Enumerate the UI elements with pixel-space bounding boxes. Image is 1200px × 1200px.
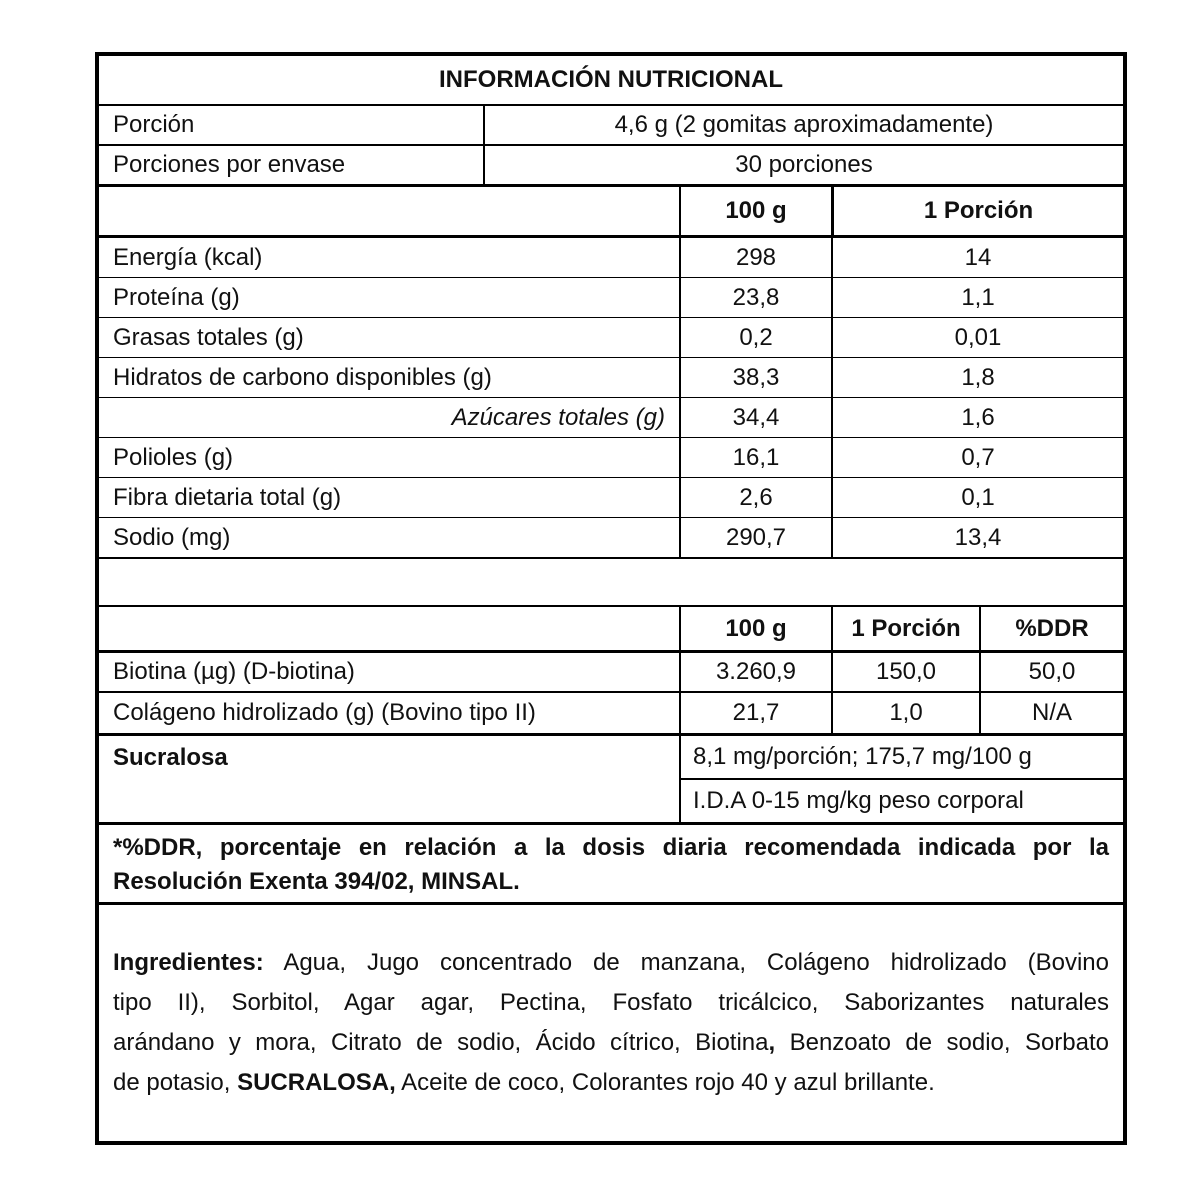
header-1-portion: 1 Porción [831, 607, 979, 650]
table-row [99, 238, 1123, 278]
nutrient-per-portion: 0,7 [831, 438, 1123, 477]
header-100g: 100 g [679, 187, 831, 235]
ingredients-label: Ingredientes: [113, 949, 264, 976]
ingredients-line-3 [113, 1023, 1109, 1063]
nutrient-per-100g: 23,8 [679, 278, 831, 317]
ingredients-block [99, 905, 1123, 1141]
ingredients-line-4a: de potasio, [113, 1069, 238, 1096]
nutrient-name: Grasas totales (g) [113, 323, 304, 351]
spacer-row [99, 559, 1123, 607]
table-title-row [99, 56, 1123, 106]
portions-per-pack-label: Porciones por envase [113, 151, 346, 178]
footnote-line-1: *%DDR, porcentaje en relación a la dosis diaria recomendada indicada por la [113, 834, 1109, 861]
ingredients-line-4c: Aceite de coco, Colorantes rojo 40 y azul brillante. [395, 1069, 935, 1096]
nutrition-facts-table [95, 52, 1127, 1145]
table-row [99, 653, 1123, 693]
sucralose-label: Sucralosa [113, 744, 228, 771]
ingredients-line-3b: , [768, 1029, 776, 1056]
sucralose-values [679, 736, 1123, 822]
supplement-per-100g: 21,7 [679, 693, 831, 733]
portion-label: Porción [113, 111, 195, 138]
sucralose-amount: 8,1 mg/porción; 175,7 mg/100 g [681, 736, 1123, 780]
nutrient-per-100g: 38,3 [679, 358, 831, 397]
nutrient-per-portion: 1,1 [831, 278, 1123, 317]
supplement-per-portion: 1,0 [831, 693, 979, 733]
nutrient-per-100g: 290,7 [679, 518, 831, 557]
supplements-header-row [99, 607, 1123, 653]
nutrient-name: Polioles (g) [113, 443, 234, 471]
header-ddr: %DDR [979, 607, 1123, 650]
nutrient-name: Sodio (mg) [113, 523, 231, 551]
header-100g: 100 g [679, 607, 831, 650]
supplement-name: Colágeno hidrolizado (g) (Bovino tipo II) [113, 699, 536, 726]
table-title: INFORMACIÓN NUTRICIONAL [439, 66, 783, 93]
ingredients-line-4 [113, 1063, 1109, 1103]
portions-per-pack-row [99, 146, 1123, 187]
table-row [99, 438, 1123, 478]
sucralose-block [99, 736, 1123, 825]
supplement-per-100g: 3.260,9 [679, 653, 831, 691]
nutrient-per-100g: 298 [679, 238, 831, 277]
sucralose-ida: I.D.A 0-15 mg/kg peso corporal [693, 787, 1024, 814]
table-row [99, 278, 1123, 318]
nutrient-name-sub: Azúcares totales (g) [451, 403, 665, 431]
supplement-name: Biotina (µg) (D-biotina) [113, 658, 355, 685]
nutrients-header-row [99, 187, 1123, 238]
footnote-block [99, 825, 1123, 905]
footnote-text [113, 831, 1109, 899]
nutrient-name: Hidratos de carbono disponibles (g) [113, 363, 492, 391]
table-row [99, 398, 1123, 438]
ingredients-sucralosa-bold: SUCRALOSA, [237, 1069, 396, 1096]
portion-row [99, 106, 1123, 146]
table-row [99, 693, 1123, 736]
nutrient-per-portion: 0,01 [831, 318, 1123, 357]
nutrient-name: Energía (kcal) [113, 243, 263, 271]
supplement-ddr: N/A [979, 693, 1123, 733]
supplement-per-portion: 150,0 [831, 653, 979, 691]
nutrient-per-100g: 0,2 [679, 318, 831, 357]
ingredients-line-1 [113, 943, 1109, 983]
ingredients-line-2: tipo II), Sorbitol, Agar agar, Pectina, Fosfato tricálcico, Saborizantes naturales [113, 989, 1109, 1016]
nutrient-name: Fibra dietaria total (g) [113, 483, 342, 511]
footnote-line-2: Resolución Exenta 394/02, MINSAL. [113, 868, 520, 895]
nutrient-per-portion: 1,6 [831, 398, 1123, 437]
supplements-header-blank [99, 607, 679, 650]
portion-value: 4,6 g (2 gomitas aproximadamente) [483, 106, 1123, 144]
nutrients-header-blank [99, 187, 679, 235]
table-row [99, 478, 1123, 518]
ingredients-line-1-text: Agua, Jugo concentrado de manzana, Colágeno hidrolizado (Bovino [283, 949, 1109, 976]
ingredients-text [113, 943, 1109, 1103]
nutrient-per-portion: 14 [831, 238, 1123, 277]
nutrient-per-portion: 1,8 [831, 358, 1123, 397]
table-row [99, 318, 1123, 358]
nutrient-per-100g: 34,4 [679, 398, 831, 437]
supplement-ddr: 50,0 [979, 653, 1123, 691]
ingredients-line-3c: Benzoato de sodio, Sorbato [775, 1029, 1110, 1056]
nutrient-per-100g: 16,1 [679, 438, 831, 477]
nutrient-name: Proteína (g) [113, 283, 240, 311]
table-row [99, 358, 1123, 398]
ingredients-line-3a: arándano y mora, Citrato de sodio, Ácido cítrico, Biotina [113, 1029, 769, 1056]
table-row [99, 518, 1123, 559]
nutrient-per-portion: 13,4 [831, 518, 1123, 557]
portions-per-pack-value: 30 porciones [483, 146, 1123, 184]
nutrient-per-100g: 2,6 [679, 478, 831, 517]
header-1-portion: 1 Porción [831, 187, 1123, 235]
nutrient-per-portion: 0,1 [831, 478, 1123, 517]
